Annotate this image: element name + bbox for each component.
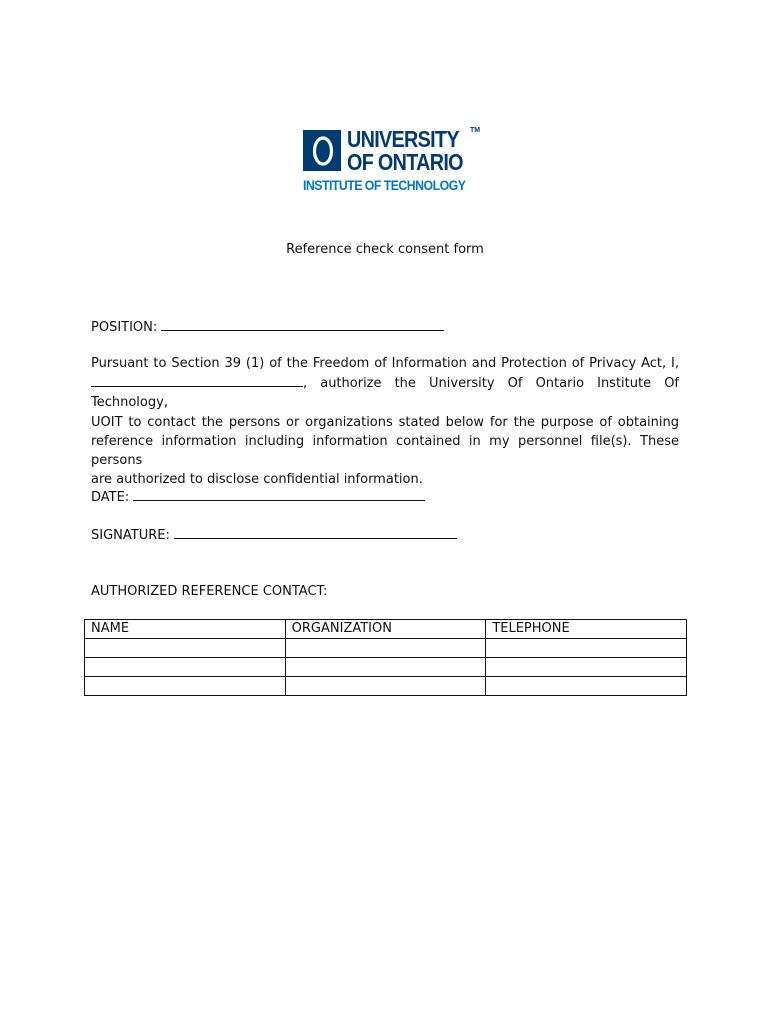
column-header-telephone: TELEPHONE — [486, 620, 687, 639]
table-cell-organization[interactable] — [285, 639, 486, 658]
column-header-organization: ORGANIZATION — [285, 620, 486, 639]
table-cell-telephone[interactable] — [486, 677, 687, 696]
table-row — [85, 639, 687, 658]
form-title: Reference check consent form — [286, 242, 484, 257]
reference-contacts-table — [84, 619, 687, 696]
paragraph-line: UOIT to contact the persons or organizations stated below for the purpose of obtaining — [91, 414, 679, 430]
date-field — [91, 487, 425, 507]
paragraph-line: are authorized to disclose confidential information. — [91, 472, 423, 488]
date-label: DATE: — [91, 490, 130, 505]
logo-trademark: TM — [470, 127, 481, 134]
signature-field — [91, 525, 457, 545]
table-header-row — [85, 620, 687, 639]
table-cell-organization[interactable] — [285, 677, 486, 696]
table-row — [85, 658, 687, 677]
paragraph-line — [91, 373, 679, 412]
date-input-line[interactable] — [133, 487, 425, 501]
table-cell-telephone[interactable] — [486, 639, 687, 658]
table-cell-organization[interactable] — [285, 658, 486, 677]
table-cell-name[interactable] — [85, 658, 286, 677]
logo-text-institute: INSTITUTE OF TECHNOLOGY — [303, 177, 466, 193]
paragraph-line: Pursuant to Section 39 (1) of the Freedom of Information and Protection of Privacy Act, I, — [91, 356, 679, 371]
paragraph-line-suffix: , authorize the University Of Ontario Institute Of Technology, — [91, 376, 679, 411]
name-input-line[interactable] — [91, 373, 303, 387]
position-field — [91, 317, 444, 337]
paragraph-line: reference information including information contained in my personnel file(s). These persons — [91, 433, 679, 469]
table-row — [85, 677, 687, 696]
signature-label: SIGNATURE: — [91, 528, 170, 543]
table-cell-telephone[interactable] — [486, 658, 687, 677]
table-cell-name[interactable] — [85, 639, 286, 658]
logo-text-of-ontario: OF ONTARIO — [347, 149, 463, 175]
contacts-label: AUTHORIZED REFERENCE CONTACT: — [91, 584, 328, 599]
logo-text-university: UNIVERSITY — [347, 126, 459, 152]
consent-paragraph — [91, 354, 679, 489]
column-header-name: NAME — [85, 620, 286, 639]
signature-input-line[interactable] — [174, 525, 457, 539]
university-o-logo-icon — [303, 130, 341, 171]
position-label: POSITION: — [91, 320, 158, 335]
position-input-line[interactable] — [161, 317, 444, 331]
table-cell-name[interactable] — [85, 677, 286, 696]
university-logo — [303, 126, 481, 193]
